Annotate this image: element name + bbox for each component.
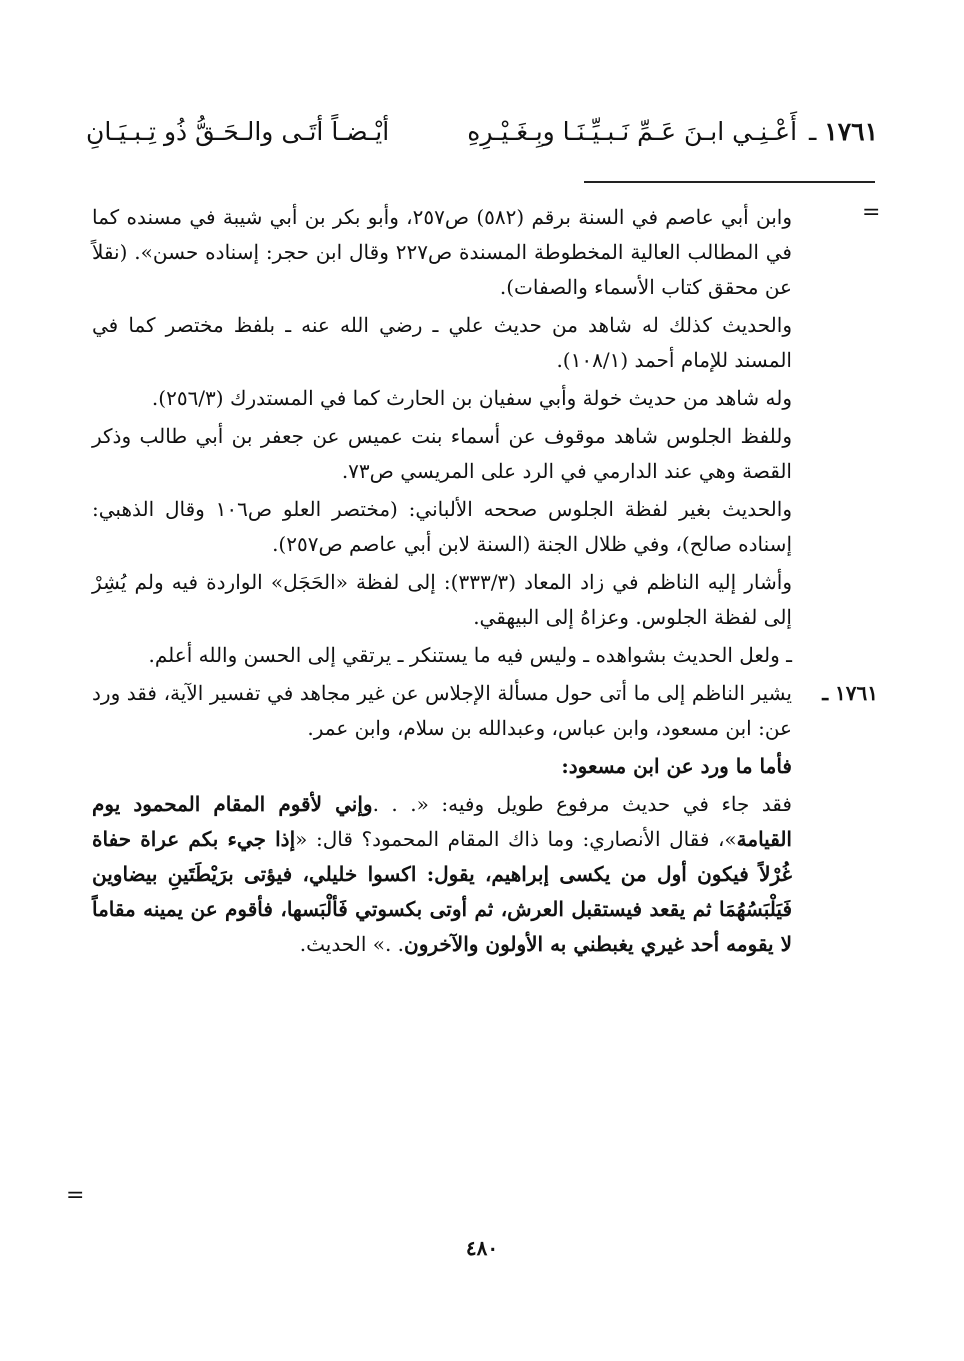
hadith-intro: فقد جاء في حديث مرفوع طويل وفيه: «. . . <box>372 792 792 816</box>
note-1761-text: يشير الناظم إلى ما أتى حول مسألة الإجلاس عن غير مجاهد في تفسير الآية، فقد ورد عن: ابن مسعود، وابن عباس، وعبدالله بن سلام، وابن عمر. <box>92 681 792 740</box>
verse-hemistich-2: أيْـضـاً أتَـى والـحَـقُّ ذُو تِـبـيَـانِ <box>86 117 390 146</box>
verse-dash: ـ <box>809 117 817 146</box>
note-paragraph: وله شاهد من حديث خولة وأبي سفيان بن الحارث كما في المستدرك (٢٥٦/٣). <box>151 386 792 410</box>
note-paragraph: وابن أبي عاصم في السنة برقم (٥٨٢) ص٢٥٧، وأبو بكر بن أبي شيبة في مسنده كما في المطالب العالية المخطوطة المسندة ص٢٢٧ وقال ابن حجر: إسناده حسن». (نقلاً عن محقق كتاب الأسماء والصفات). <box>92 205 792 299</box>
verse-line <box>78 110 878 154</box>
hadith-end: . .» الحديث. <box>299 932 405 956</box>
page-number: ٤٨٠ <box>465 1236 499 1260</box>
note-1761-label: ١٧٦١ ـ <box>822 681 878 705</box>
note-paragraph: وأشار إليه الناظم في زاد المعاد (٣٣٣/٣): إلى لفظة «الحَجَل» الواردة فيه ولم يُشِرْ إلى لفظة الجلوس. وعزاهُ إلى البيهقي. <box>92 570 792 629</box>
continuation-mark-top: = <box>862 200 881 225</box>
note-paragraph: ـ ولعل الحديث بشواهده ـ وليس فيه ما يستنكر ـ يرتقي إلى الحسن والله أعلم. <box>148 643 792 667</box>
hadith-bold-1: وإني لأقوم المقام المحمود يوم القيامة <box>92 792 792 851</box>
note-1761-heading: فأما ما ورد عن ابن مسعود: <box>561 754 792 778</box>
footnotes <box>92 200 792 965</box>
verse-hemistich-1: أَعْـنِـي ابـنَ عَـمِّ نَـبـيِّـنَـا وبِـغَـيْـرِهِ <box>467 117 798 146</box>
continuation-mark-bottom: = <box>66 1183 85 1208</box>
verse-number: ١٧٦١ <box>824 117 878 146</box>
note-paragraph: والحديث بغير لفظة الجلوس صححه الألباني: (مختصر العلو ص١٠٦ وقال الذهبي: إسناده صالح)، وفي ظلال الجنة (السنة لابن أبي عاصم ص٢٥٧). <box>92 497 792 556</box>
note-paragraph: والحديث كذلك له شاهد من حديث علي ـ رضي الله عنه ـ بلفظ مختصر كما في المسند للإمام أحمد (١٠٨/١). <box>92 313 792 372</box>
note-paragraph: وللفظ الجلوس شاهد موقوف عن أسماء بنت عميس عن جعفر بن أبي طالب وذكر القصة وهي عند الدارمي في الرد على المريسي ص٧٣. <box>92 424 792 483</box>
footnote-separator <box>584 181 875 183</box>
note-1761-hadith <box>92 787 792 962</box>
hadith-mid: »، فقال الأنصاري: وما ذاك المقام المحمود؟ قال: « <box>295 827 737 851</box>
hadith-bold-2: إذا جيء بكم عراة حفاة غُرْلاً فيكون أول من يكسى إبراهيم، يقول: اكسوا خليلي، فيؤتى برَيْطَتَينِ بيضاوين فَيَلْبَسُهُمَا ثم يقعد فيستقبل العرش، ثم أوتى بكسوتي فَألْبَسها، فأقوم عن يمينه مقاماً لا يقومه أحد غيري يغبطني به الأولون والآخرون <box>92 827 792 956</box>
